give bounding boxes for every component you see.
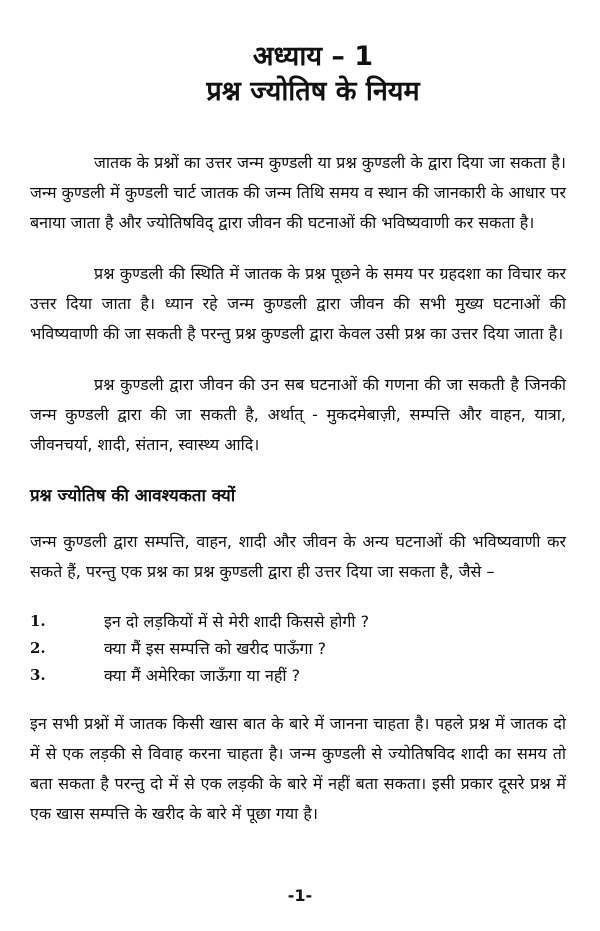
list-item-text: क्या मैं अमेरिका जाऊँगा या नहीं ? (104, 666, 301, 685)
list-item-number: 2. (30, 639, 46, 657)
list-item-number: 3. (30, 666, 46, 684)
chapter-number: अध्याय – 1 (252, 41, 374, 72)
list-item-number: 1. (30, 612, 46, 630)
list-item (30, 608, 566, 635)
paragraph-3: प्रश्न कुण्डली द्वारा जीवन की उन सब घटनाओं की गणना की जा सकती है जिनकी जन्म कुण्डली द्वारा की जा सकती है, अर्थात् - मुकदमेबाज़ी, सम्पत्ति और वाहन, यात्रा, जीवनचर्या, शादी, संतान, स्वास्थ्य आदि। (30, 375, 566, 454)
section-heading: प्रश्न ज्योतिष की आवश्यकता क्यों (30, 486, 236, 506)
paragraph-1: जातक के प्रश्नों का उत्तर जन्म कुण्डली या प्रश्न कुण्डली के द्वारा दिया जा सकता है। जन्म कुण्डली में कुण्डली चार्ट जातक की जन्म तिथि समय व स्थान की जानकारी के आधार पर बनाया जाता है और ज्योतिषविद् द्वारा जीवन की घटनाओं की भविष्यवाणी कर सकता है। (30, 153, 566, 232)
section-intro: जन्म कुण्डली द्वारा सम्पत्ति, वाहन, शादी और जीवन के अन्य घटनाओं की भविष्यवाणी कर सकते हैं, परन्तु एक प्रश्न का प्रश्न कुण्डली द्वारा ही उत्तर दिया जा सकता है, जैसे – (30, 532, 566, 581)
list-item-text: क्या मैं इस सम्पत्ति को खरीद पाऊँगा ? (104, 639, 327, 658)
list-item-text: इन दो लड़कियों में से मेरी शादी किससे होगी ? (104, 612, 370, 631)
paragraph-2: प्रश्न कुण्डली की स्थिति में जातक के प्रश्न पूछने के समय पर ग्रहदशा का विचार कर उत्तर दिया जाता है। ध्यान रहे जन्म कुण्डली द्वारा जीवन की सभी मुख्य घटनाओं की भविष्यवाणी की जा सकती है परन्तु प्रश्न कुण्डली द्वारा केवल उसी प्रश्न का उत्तर दिया जाता है। (30, 264, 566, 343)
list-item (30, 635, 566, 662)
page-number: -1- (287, 886, 313, 905)
closing-paragraph: इन सभी प्रश्नों में जातक किसी खास बात के बारे में जानना चाहता है। पहले प्रश्न में जातक दो में से एक लड़की से विवाह करना चाहता है। जन्म कुण्डली से ज्योतिषविद शादी का समय तो बता सकता है परन्तु दो में से एक लड़की के बारे में नहीं बता सकता। इसी प्रकार दूसरे प्रश्न में एक खास सम्पत्ति के खरीद के बारे में पूछा गया है। (30, 714, 566, 823)
list-item (30, 662, 566, 689)
chapter-title: प्रश्न ज्योतिष के नियम (206, 76, 420, 107)
question-list (30, 608, 566, 689)
